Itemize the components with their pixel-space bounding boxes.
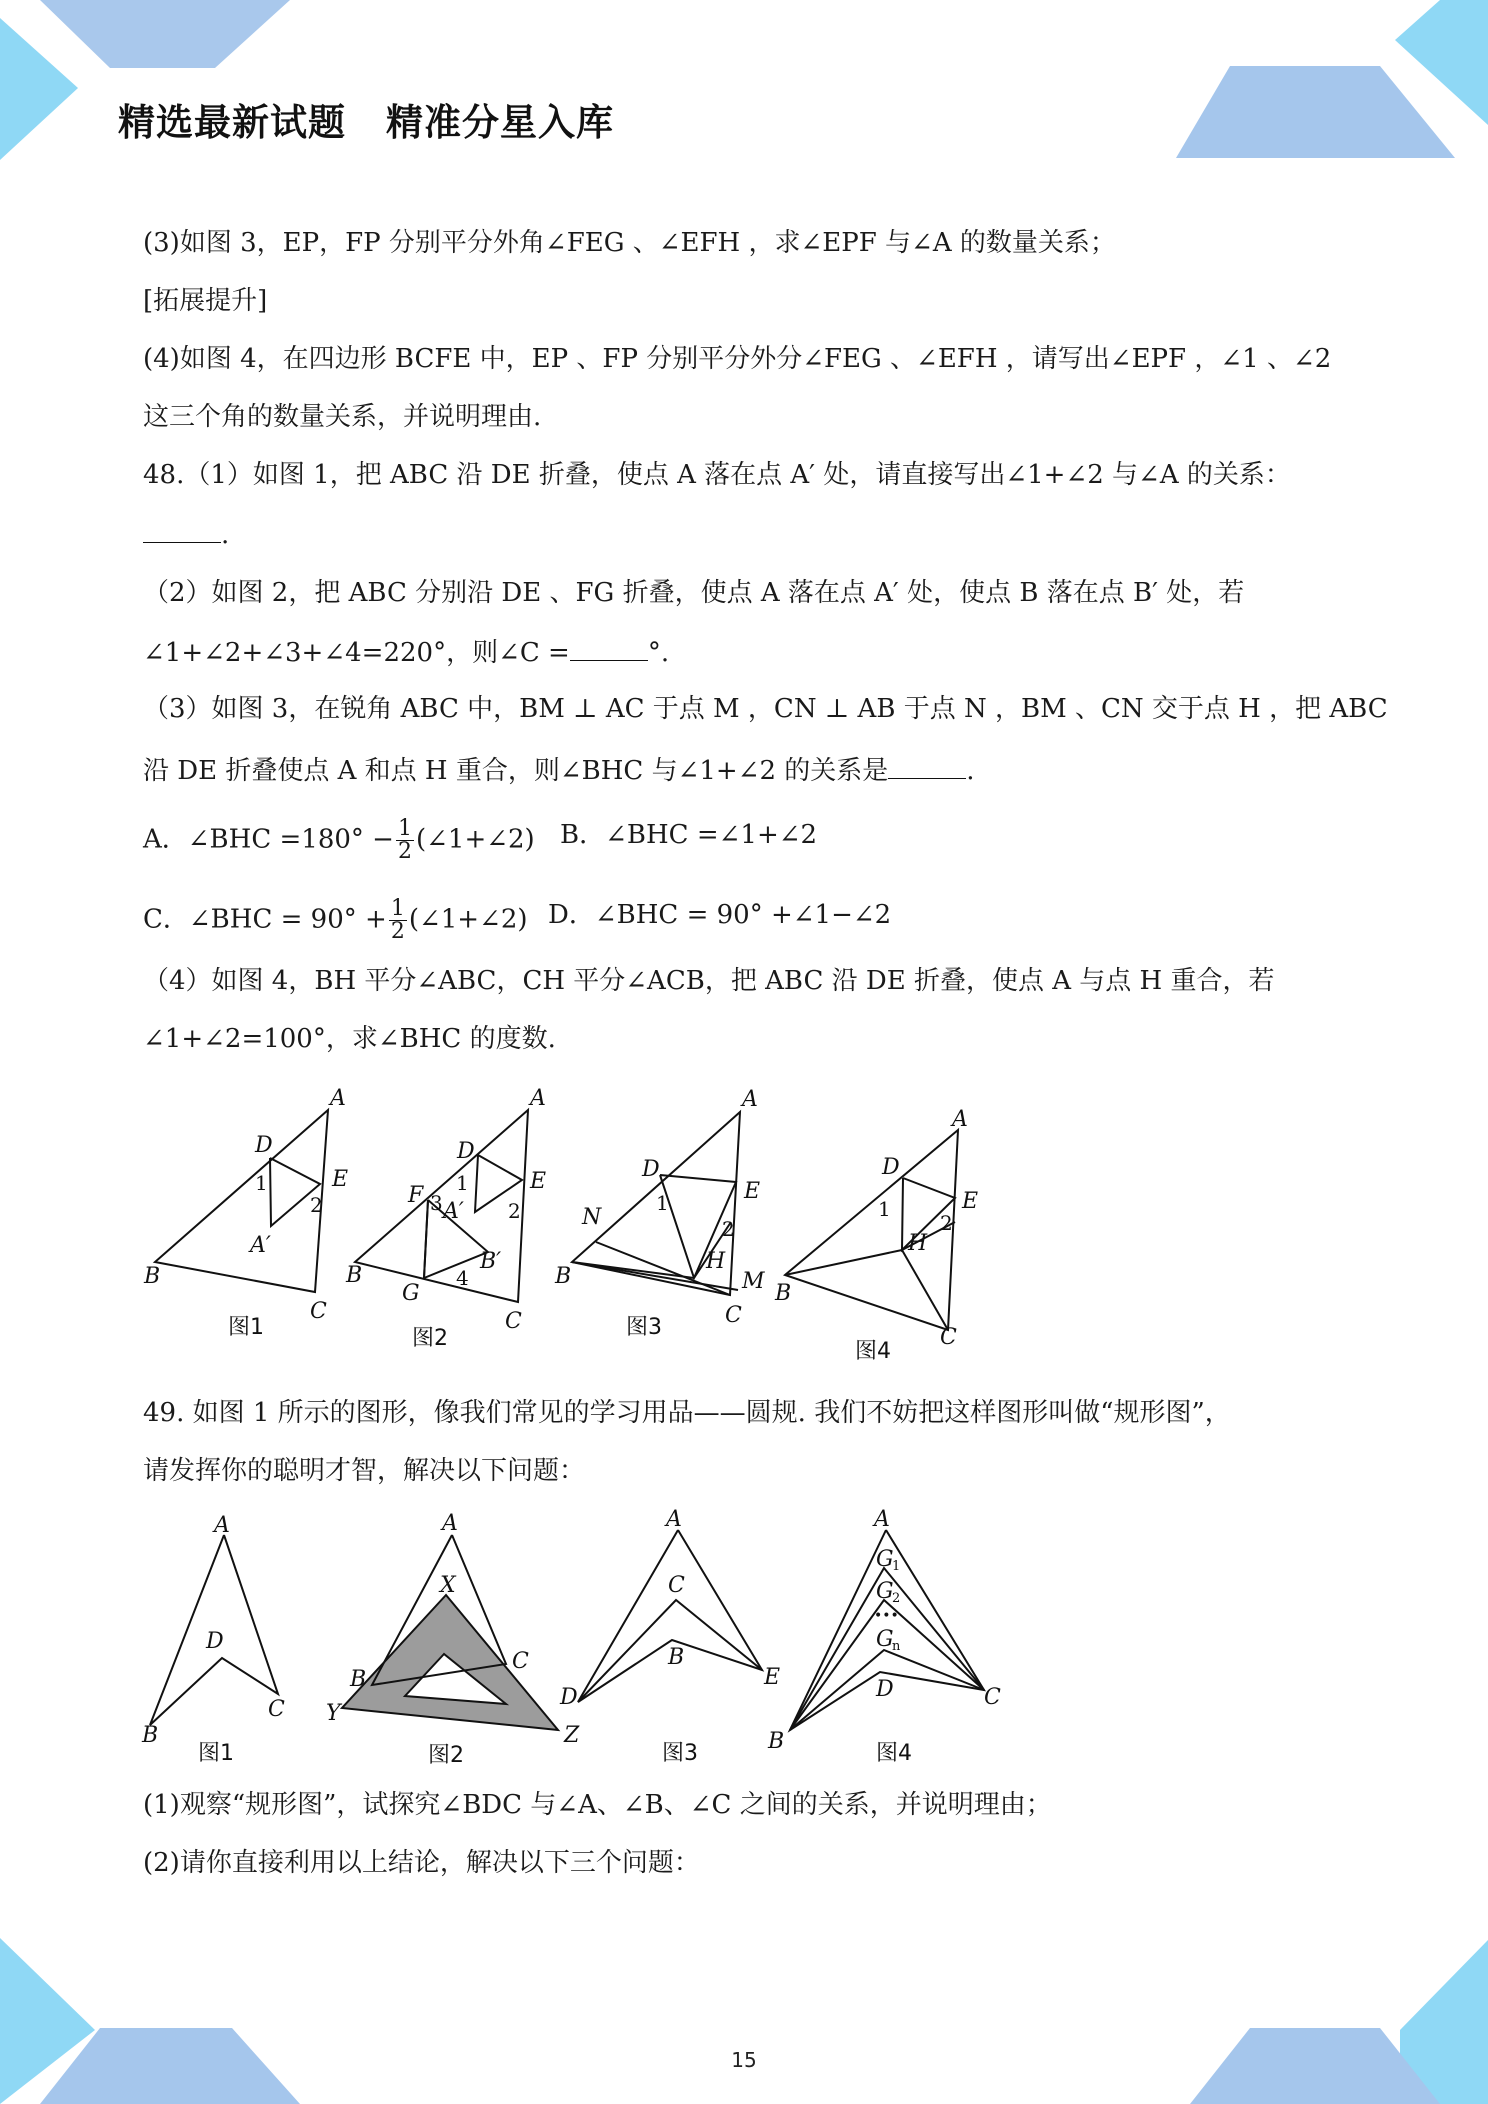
angle-2-label: 2 bbox=[310, 1193, 323, 1217]
label-b: B bbox=[346, 1263, 363, 1288]
label-a: A bbox=[952, 1107, 968, 1132]
label-b-prime: B′ bbox=[480, 1249, 502, 1274]
label-a: A bbox=[666, 1507, 682, 1532]
q48-part3-question: 沿 DE 折叠使点 A 和点 H 重合，则∠BHC 与∠1+∠2 的关系是 bbox=[143, 756, 889, 786]
q49-part1: (1)观察“规形图”，试探究∠BDC 与∠A、∠B、∠C 之间的关系，并说明理由； bbox=[143, 1790, 1052, 1820]
q48-part2-end: °. bbox=[647, 638, 670, 668]
label-n: N bbox=[582, 1205, 602, 1230]
header-title-left: 精选最新试题 bbox=[118, 101, 346, 144]
label-g1-subscript: 1 bbox=[892, 1559, 901, 1574]
label-a: A bbox=[874, 1507, 890, 1532]
label-d: D bbox=[206, 1629, 224, 1654]
q48-part3-end: . bbox=[966, 756, 975, 786]
label-b: B bbox=[768, 1729, 785, 1754]
label-d: D bbox=[642, 1157, 660, 1182]
label-d: D bbox=[255, 1133, 273, 1158]
label-a: A bbox=[530, 1086, 546, 1111]
label-y: Y bbox=[326, 1701, 341, 1726]
q49-line2: 请发挥你的聪明才智，解决以下问题： bbox=[143, 1456, 586, 1486]
angle-1-label: 1 bbox=[255, 1171, 268, 1195]
label-h: H bbox=[706, 1249, 726, 1274]
label-f: F bbox=[408, 1183, 424, 1208]
label-d: D bbox=[560, 1685, 578, 1710]
label-b: B bbox=[144, 1264, 161, 1289]
label-b: B bbox=[775, 1281, 792, 1306]
q48-part1-line1: 48.（1）如图 1，把 ABC 沿 DE 折叠，使点 A 落在点 A′ 处，请直接写出∠1+∠2 与∠A 的关系： bbox=[143, 460, 1291, 490]
figure-caption: 图2 bbox=[412, 1326, 448, 1351]
angle-2-label: 2 bbox=[940, 1211, 953, 1235]
fraction-denominator: 2 bbox=[390, 919, 405, 944]
label-m: M bbox=[742, 1269, 765, 1294]
page-number: 15 bbox=[731, 2048, 757, 2072]
label-c: C bbox=[512, 1649, 529, 1674]
label-c: C bbox=[668, 1573, 685, 1598]
label-c: C bbox=[310, 1299, 327, 1324]
label-g: G bbox=[402, 1281, 420, 1306]
label-e: E bbox=[530, 1169, 547, 1194]
q49-figure-3 bbox=[559, 1507, 780, 1766]
label-c: C bbox=[268, 1697, 285, 1722]
label-b: B bbox=[350, 1667, 367, 1692]
q48-part1-end: . bbox=[221, 520, 230, 550]
label-d: D bbox=[457, 1139, 475, 1164]
fraction-numerator: 1 bbox=[390, 896, 405, 921]
q47-part3: (3)如图 3，EP，FP 分别平分外角∠FEG 、∠EFH ，求∠EPF 与∠A 的数量关系； bbox=[143, 228, 1116, 258]
figure-caption: 图3 bbox=[626, 1315, 662, 1340]
label-g2-subscript: 2 bbox=[892, 1591, 901, 1606]
q48-part4-line1: （4）如图 4，BH 平分∠ABC，CH 平分∠ACB，把 ABC 沿 DE 折叠，使点 A 与点 H 重合，若 bbox=[143, 966, 1275, 996]
header-title-right: 精准分星入库 bbox=[386, 101, 614, 144]
angle-3-label: 3 bbox=[430, 1191, 443, 1215]
outer-dart bbox=[578, 1530, 762, 1702]
label-c: C bbox=[984, 1685, 1001, 1710]
label-gn-subscript: n bbox=[892, 1639, 901, 1654]
angle-1-label: 1 bbox=[878, 1197, 891, 1221]
angle-4-label: 4 bbox=[456, 1266, 469, 1290]
option-b: B．∠BHC =∠1+∠2 bbox=[560, 820, 818, 850]
label-c: C bbox=[940, 1325, 957, 1350]
angle-1-label: 1 bbox=[656, 1191, 669, 1215]
label-x: X bbox=[440, 1573, 456, 1598]
label-b: B bbox=[555, 1264, 572, 1289]
label-b: B bbox=[142, 1723, 159, 1748]
figure-caption: 图2 bbox=[428, 1743, 464, 1768]
q49-part2: (2)请你直接利用以上结论，解决以下三个问题： bbox=[143, 1848, 700, 1878]
label-c: C bbox=[505, 1309, 522, 1334]
label-gn: G bbox=[876, 1627, 894, 1652]
option-d: D．∠BHC = 90° +∠1−∠2 bbox=[548, 900, 892, 930]
q47-part4-line2: 这三个角的数量关系，并说明理由. bbox=[143, 402, 542, 432]
q49-figure-4 bbox=[767, 1507, 1001, 1766]
fraction-denominator: 2 bbox=[397, 839, 412, 864]
option-c-text: C．∠BHC = 90° + bbox=[143, 904, 387, 935]
q47-part4-line1: (4)如图 4，在四边形 BCFE 中，EP 、FP 分别平分外分∠FEG 、∠EFH ，请写出∠EPF ，∠1 、∠2 bbox=[143, 344, 1332, 374]
label-e: E bbox=[332, 1167, 349, 1192]
q48-part2-condition: ∠1+∠2+∠3+∠4=220°，则∠C = bbox=[143, 638, 570, 668]
label-g2: G bbox=[876, 1579, 894, 1604]
q47-extension-heading: [拓展提升] bbox=[143, 286, 268, 316]
label-z: Z bbox=[564, 1723, 580, 1748]
label-b: B bbox=[668, 1645, 685, 1670]
option-c-tail: (∠1+∠2) bbox=[408, 904, 528, 935]
label-d: D bbox=[882, 1155, 900, 1180]
label-c: C bbox=[725, 1303, 742, 1328]
label-a: A bbox=[330, 1086, 346, 1111]
figure-caption: 图1 bbox=[198, 1741, 234, 1766]
q49-line1: 49. 如图 1 所示的图形，像我们常见的学习用品——圆规. 我们不妨把这样图形叫做“规形图”， bbox=[143, 1398, 1231, 1428]
fraction-numerator: 1 bbox=[397, 816, 412, 841]
figure-caption: 图3 bbox=[662, 1741, 698, 1766]
label-e: E bbox=[744, 1179, 761, 1204]
q48-part3-line1: （3）如图 3，在锐角 ABC 中，BM ⊥ AC 于点 M ，CN ⊥ AB 于点 N ，BM 、CN 交于点 H ，把 ABC bbox=[143, 694, 1388, 724]
label-a-prime: A′ bbox=[250, 1233, 271, 1258]
option-a-tail: (∠1+∠2) bbox=[415, 824, 535, 855]
figure-caption: 图4 bbox=[855, 1339, 891, 1364]
q49-figure-1 bbox=[141, 1513, 285, 1766]
angle-2-label: 2 bbox=[722, 1217, 735, 1241]
label-a: A bbox=[214, 1513, 230, 1538]
angle-1-label: 1 bbox=[456, 1171, 469, 1195]
figure-caption: 图1 bbox=[228, 1315, 264, 1340]
label-a-prime: A′ bbox=[443, 1199, 464, 1224]
label-a: A bbox=[742, 1087, 758, 1112]
option-a-text: A．∠BHC =180° − bbox=[143, 824, 394, 855]
figure-caption: 图4 bbox=[876, 1741, 912, 1766]
label-a: A bbox=[442, 1511, 458, 1536]
label-e: E bbox=[962, 1189, 979, 1214]
angle-2-label: 2 bbox=[508, 1199, 521, 1223]
ellipsis-dots: ••• bbox=[874, 1608, 899, 1624]
q49-figure-2 bbox=[326, 1511, 580, 1768]
label-h: H bbox=[908, 1231, 928, 1256]
q48-part4-line2: ∠1+∠2=100°，求∠BHC 的度数. bbox=[143, 1024, 556, 1054]
label-g1: G bbox=[876, 1547, 894, 1572]
q48-part2-line1: （2）如图 2，把 ABC 分别沿 DE 、FG 折叠，使点 A 落在点 A′ 处，使点 B 落在点 B′ 处，若 bbox=[143, 578, 1245, 608]
label-e: E bbox=[764, 1665, 781, 1690]
label-d: D bbox=[876, 1677, 894, 1702]
